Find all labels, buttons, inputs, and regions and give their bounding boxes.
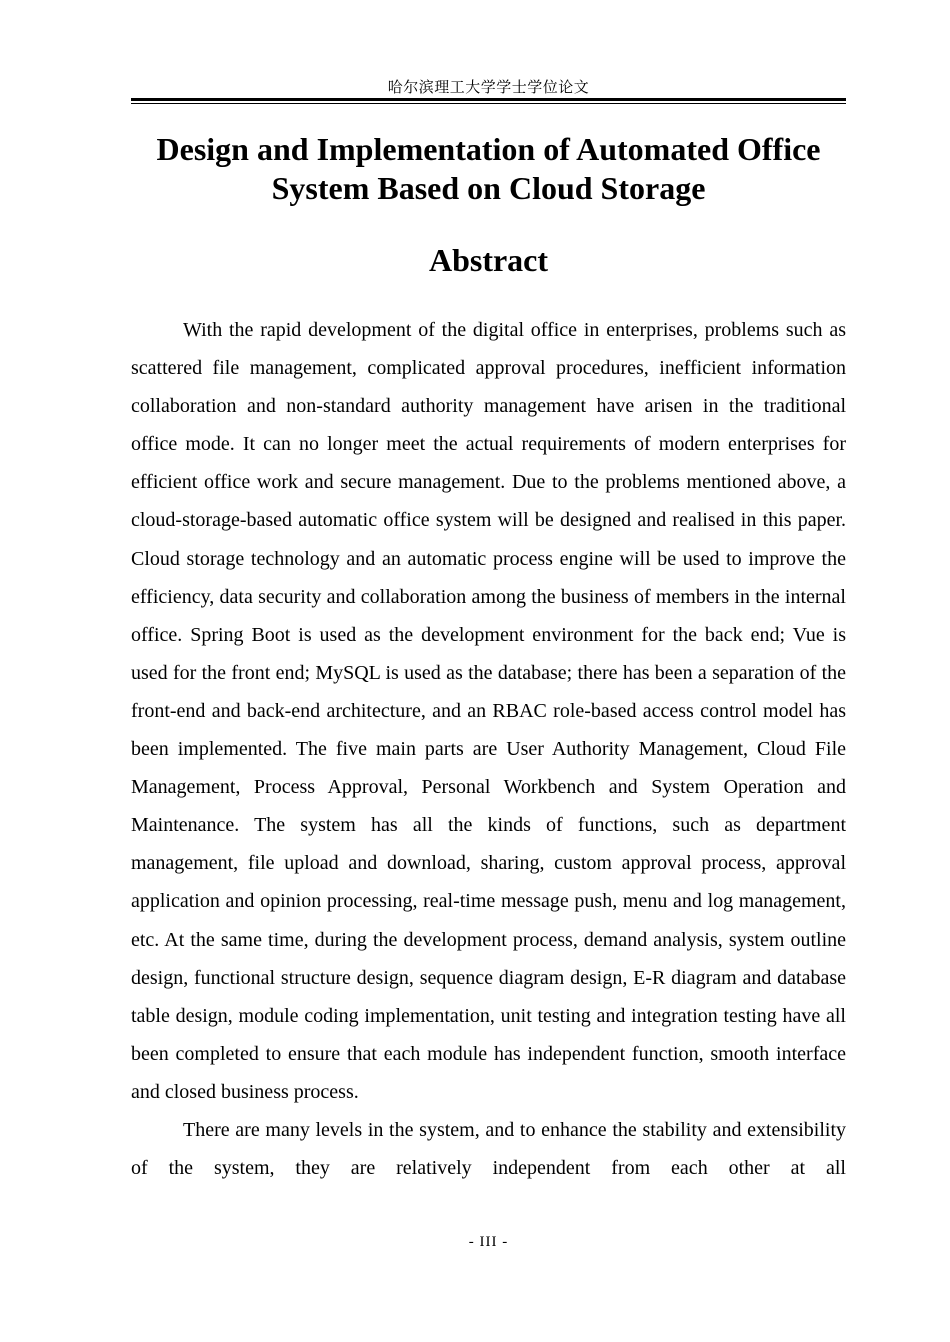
abstract-paragraph-2: There are many levels in the system, and to enhance the stability and extensibility of the system, they are relatively independent from each other at all (131, 1118, 846, 1180)
abstract-body (131, 311, 846, 1187)
running-header: 哈尔滨理工大学学士学位论文 (387, 80, 590, 96)
page-number: - III - (468, 1234, 509, 1250)
header-rule (131, 98, 846, 101)
paper-title: Design and Implementation of Automated Office System Based on Cloud Storage (156, 131, 821, 206)
header-rule-thin (131, 103, 846, 104)
abstract-heading: Abstract (428, 242, 549, 278)
abstract-paragraph-1: With the rapid development of the digital office in enterprises, problems such as scattered file management, complicated approval procedures, inefficient information collaboration and non-standard authority management have arisen in the traditional office mode. It can no longer meet the actual requirements of modern enterprises for efficient office work and secure management. Due to the problems mentioned above, a cloud-storage-based automatic office system will be designed and realised in this paper. Cloud storage technology and an automatic process engine will be used to improve the efficiency, data security and collaboration among the business of members in the internal office. Spring Boot is used as the development environment for the back end; Vue is used for the front end; MySQL is used as the database; there has been a separation of the front-end and back-end architecture, and an RBAC role-based access control model has been implemented. The five main parts are User Authority Management, Cloud File Management, Process Approval, Personal Workbench and System Operation and Maintenance. The system has all the kinds of functions, such as department management, file upload and download, sharing, custom approval process, approval application and opinion processing, real-time message push, menu and log management, etc. At the same time, during the development process, demand analysis, system outline design, functional structure design, sequence diagram design, E-R diagram and database table design, module coding implementation, unit testing and integration testing have all been completed to ensure that each module has independent function, smooth interface and closed business process. (131, 319, 846, 1103)
